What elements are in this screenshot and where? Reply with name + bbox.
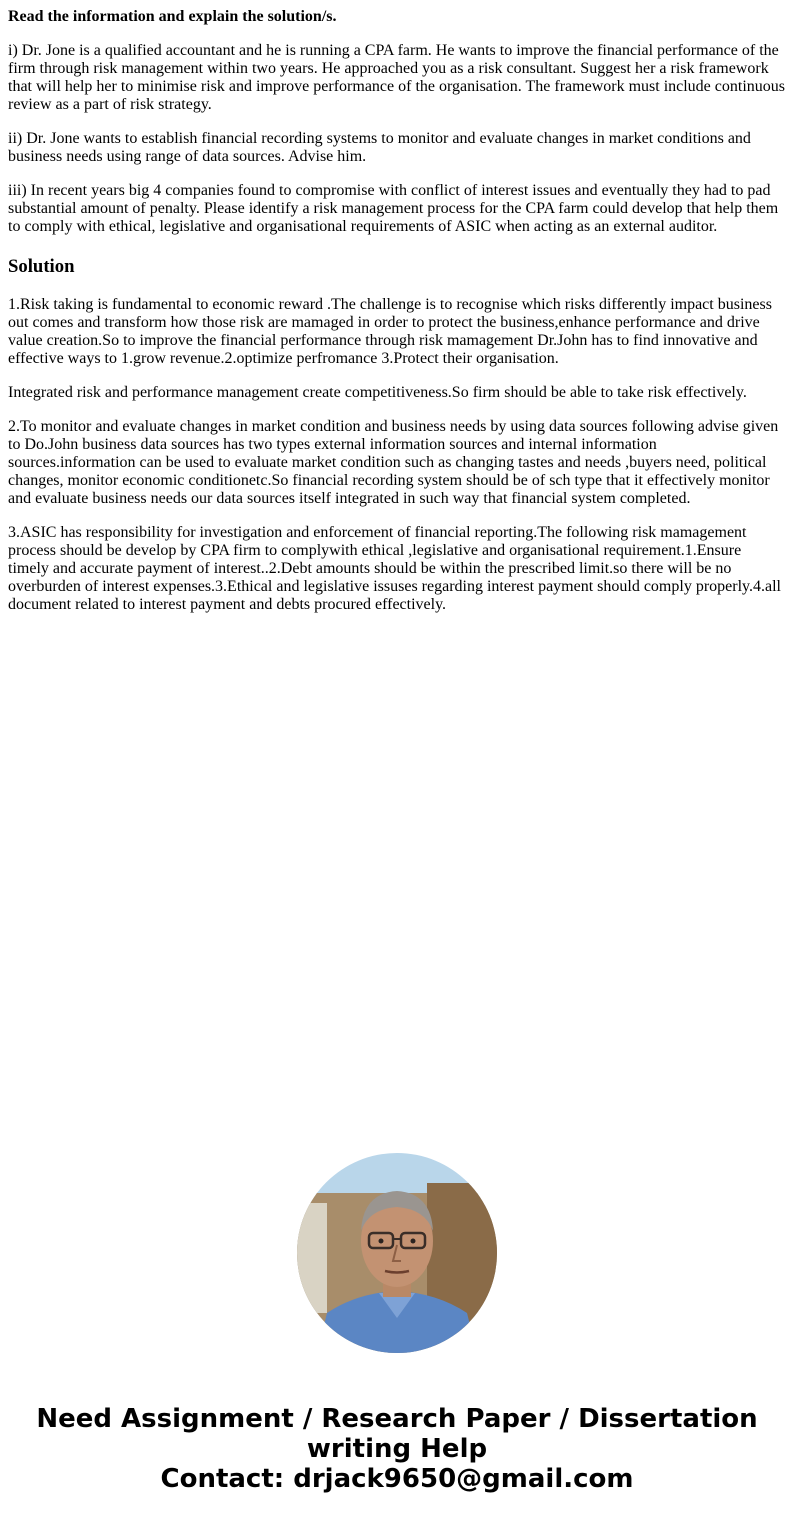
solution-paragraph-2: Integrated risk and performance management create competitiveness.So firm should be able to take risk effectively.	[8, 384, 747, 401]
promo-contact: Contact: drjack9650@gmail.com	[160, 1464, 634, 1494]
solution-heading: Solution	[8, 256, 75, 277]
question-title: Read the information and explain the solution/s.	[8, 8, 337, 25]
promo-line-1: Need Assignment / Research Paper / Dissertation	[36, 1404, 758, 1434]
promo-banner	[0, 1404, 794, 1494]
avatar	[297, 1153, 497, 1353]
question-part-1: i) Dr. Jone is a qualified accountant and he is running a CPA farm. He wants to improve the financial performance of the firm through risk management within two years. He approached you as a risk consultant. Suggest her a risk framework that will help her to minimise risk and improve performance of the organisation. The framework must include continuous review as a part of risk strategy.	[8, 42, 785, 113]
solution-paragraph-4: 3.ASIC has responsibility for investigation and enforcement of financial reporting.The following risk mamagement process should be develop by CPA firm to complywith ethical ,legislative and organisational requirement.1.Ensure timely and accurate payment of interest..2.Debt amounts should be within the prescribed limit.so there will be no overburden of interest expenses.3.Ethical and legislative issuses regarding interest payment should comply properly.4.all document related to interest payment and debts procured effectively.	[8, 524, 781, 613]
question-part-2: ii) Dr. Jone wants to establish financial recording systems to monitor and evaluate changes in market conditions and business needs using range of data sources. Advise him.	[8, 130, 751, 165]
solution-paragraph-1: 1.Risk taking is fundamental to economic reward .The challenge is to recognise which risks differently impact business out comes and transform how those risk are mamaged in order to protect the business,enhance performance and drive value creation.So to improve the financial performance through risk mamagement Dr.John has to find innovative and effective ways to 1.grow revenue.2.optimize perfromance 3.Protect their organisation.	[8, 296, 772, 367]
question-part-3: iii) In recent years big 4 companies found to compromise with conflict of interest issues and eventually they had to pad substantial amount of penalty. Please identify a risk management process for the CPA farm could develop that help them to comply with ethical, legislative and organisational requirements of ASIC when acting as an external auditor.	[8, 182, 779, 235]
person-photo-icon	[297, 1153, 497, 1353]
document-body	[8, 8, 786, 630]
promo-line-2: writing Help	[306, 1434, 488, 1464]
solution-paragraph-3: 2.To monitor and evaluate changes in market condition and business needs by using data sources following advise given to Do.John business data sources has two types external information sources and internal information sources.information can be used to evaluate market condition such as changing tastes and needs ,buyers need, political changes, monitor economic conditionetc.So financial recording system should be of sch type that it effectively monitor and evaluate business needs our data sources itself integrated in such way that financial system completed.	[8, 418, 779, 507]
